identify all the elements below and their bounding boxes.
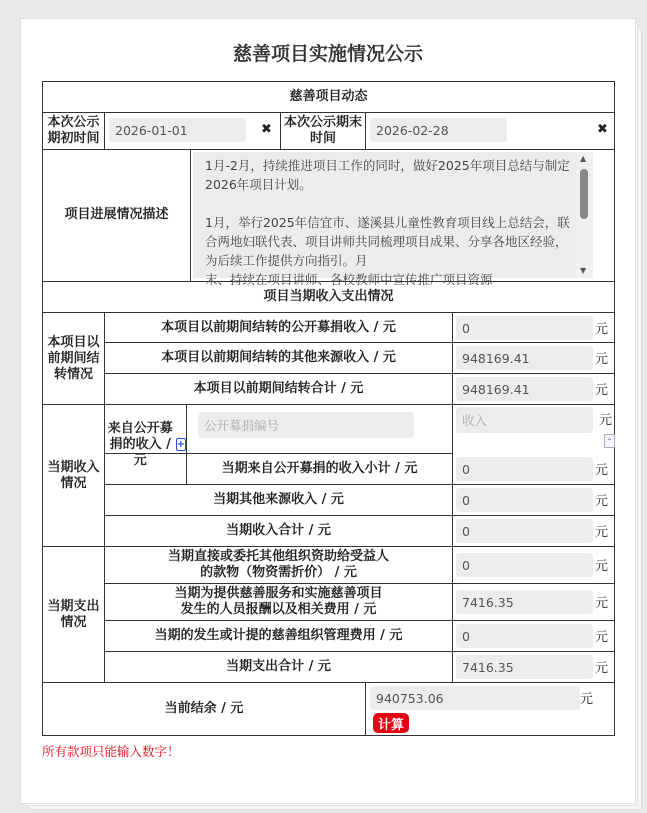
progress-paragraph-3: 末、持续在项目讲师、各校教师中宣传推广项目资源 [205,272,493,287]
public-subtotal-label: 当期来自公开募捐的收入小计 / 元 [221,461,418,476]
progress-scrollbar[interactable]: ▲ ▼ [576,152,593,278]
progress-label: 项目进展情况描述 [64,207,169,222]
start-date-label: 本次公示期初时间 [47,114,100,146]
unit-label: 元 [595,463,609,478]
expense-mgmt-label: 当期的发生或计提的慈善组织管理费用 / 元 [154,628,403,643]
income-total-input[interactable]: 0 [456,519,593,543]
public-subtotal-input[interactable]: 0 [456,457,593,481]
clear-start-date-icon[interactable]: ✖ [261,122,272,137]
end-date-label: 本次公示期末时间 [283,114,362,146]
scroll-thumb[interactable] [580,169,588,219]
expense-goods-input[interactable]: 0 [456,553,593,577]
public-source-label: 来自公开募捐的收入 / 元 + [107,420,185,468]
carryover-other-input[interactable]: 948169.41 [456,346,593,370]
unit-label: 元 [595,383,609,398]
unit-label: 元 [599,413,613,428]
project-table [42,81,615,736]
expense-total-label: 当期支出合计 / 元 [226,659,331,674]
income-group-label: 当期收入情况 [47,459,100,491]
expense-staff-input[interactable]: 7416.35 [456,590,593,614]
unit-label: 元 [580,692,594,707]
carryover-public-label: 本项目以前期间结转的公开募捐收入 / 元 [161,319,396,335]
section-income-header: 项目当期收入支出情况 [263,289,394,304]
other-income-input[interactable]: 0 [456,488,593,512]
income-total-label: 当期收入合计 / 元 [226,523,331,538]
unit-label: 元 [595,661,609,676]
add-public-row-icon[interactable]: + [176,438,185,450]
public-income-input[interactable]: 收入 [456,407,593,433]
remove-public-row-icon[interactable]: - [604,434,615,448]
unit-label: 元 [595,494,609,509]
start-date-input[interactable]: 2026-01-01 [109,118,246,142]
unit-label: 元 [595,630,609,645]
unit-label: 元 [595,596,609,611]
carryover-group-label: 本项目以前期间结转情况 [47,334,100,382]
balance-label: 当前结余 / 元 [164,701,244,716]
form-page [20,18,636,804]
carryover-other-label: 本项目以前期间结转的其他来源收入 / 元 [161,350,396,365]
expense-goods-label: 当期直接或委托其他组织资助给受益人 的款物（物资需折价） / 元 [167,549,389,580]
carryover-public-input[interactable]: 0 [456,316,593,340]
page-title: 慈善项目实施情况公示 [232,43,423,65]
end-date-input[interactable]: 2026-02-28 [370,118,507,142]
carryover-total-input[interactable]: 948169.41 [456,377,593,401]
carryover-total-label: 本项目以前期间结转合计 / 元 [193,381,364,396]
expense-total-input[interactable]: 7416.35 [456,655,593,679]
progress-paragraph-2: 1月，举行2025年信宜市、遂溪县儿童性教育项目线上总结会，联合两地妇联代表、项目讲师共同梳理项目成果、分享各地区经验，为后续工作提供方向指引。月 [205,215,570,268]
expense-staff-label: 当期为提供慈善服务和实施慈善项目 发生的人员报酬以及相关费用 / 元 [174,586,383,617]
progress-paragraph-1: 1月-2月，持续推进项目工作的同时，做好2025年项目总结与制定2026年项目计划。 [205,158,570,192]
expense-mgmt-input[interactable]: 0 [456,624,593,648]
clear-end-date-icon[interactable]: ✖ [597,122,608,137]
progress-textarea[interactable] [193,152,593,287]
section-dynamics-header: 慈善项目动态 [289,89,368,104]
balance-input[interactable]: 940753.06 [370,686,580,710]
other-income-label: 当期其他来源收入 / 元 [213,492,344,507]
unit-label: 元 [595,322,609,337]
calculate-button[interactable]: 计算 [373,713,409,733]
unit-label: 元 [595,352,609,367]
unit-label: 元 [595,525,609,540]
unit-label: 元 [595,559,609,574]
expense-group-label: 当期支出情况 [47,598,100,630]
numeric-only-note: 所有款项只能输入数字！ [42,744,180,759]
public-number-input[interactable]: 公开募捐编号 [198,412,414,438]
